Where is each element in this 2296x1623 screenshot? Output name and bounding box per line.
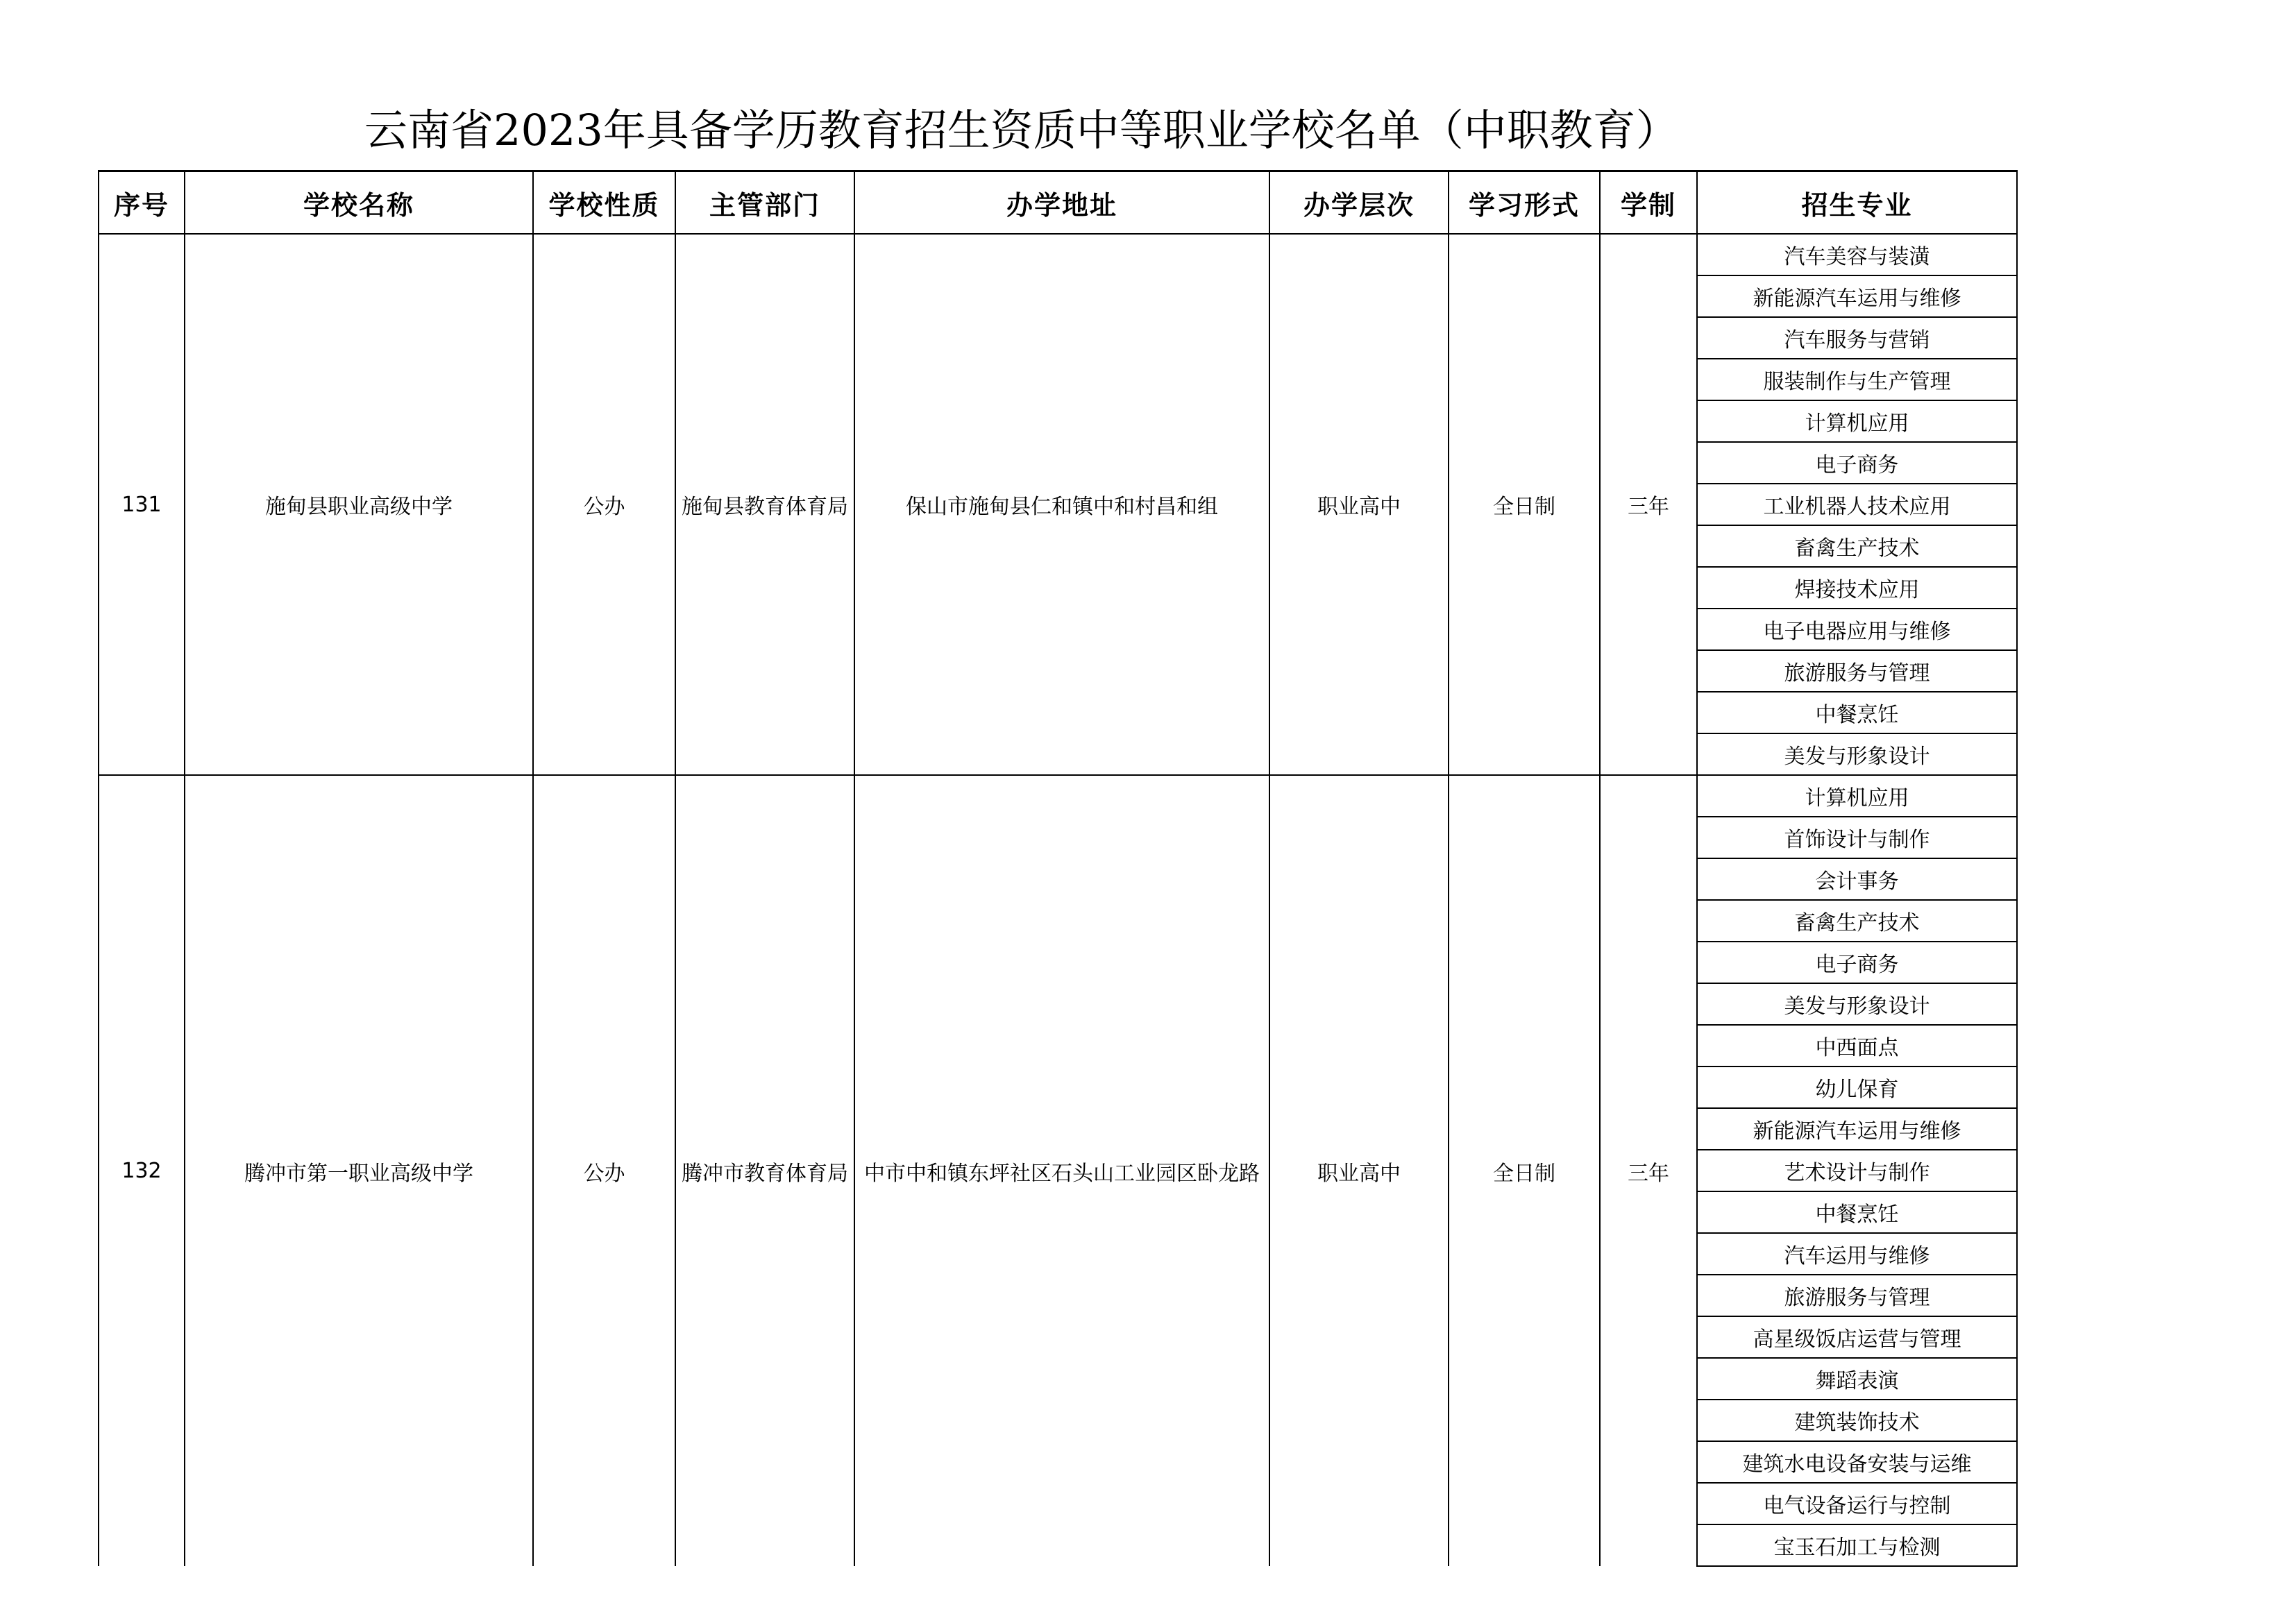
- table-header-row: [99, 171, 2017, 235]
- cell-major: 计算机应用: [1697, 775, 2017, 817]
- cell-major: 首饰设计与制作: [1697, 817, 2017, 858]
- cell-major: 电子商务: [1697, 942, 2017, 983]
- cell-major: 新能源汽车运用与维修: [1697, 1108, 2017, 1150]
- cell-major: 美发与形象设计: [1697, 733, 2017, 775]
- header-study-mode: 学习形式: [1449, 171, 1600, 235]
- cell-major: 幼儿保育: [1697, 1067, 2017, 1108]
- cell-major: 汽车运用与维修: [1697, 1233, 2017, 1275]
- cell-duration: 三年: [1600, 234, 1697, 775]
- cell-major: 计算机应用: [1697, 400, 2017, 442]
- cell-major: 汽车美容与装潢: [1697, 234, 2017, 275]
- document-title: 云南省2023年具备学历教育招生资质中等职业学校名单（中职教育）: [364, 105, 1679, 155]
- cell-major: 中西面点: [1697, 1025, 2017, 1067]
- cell-address: 中市中和镇东坪社区石头山工业园区卧龙路: [854, 775, 1269, 1566]
- school-list-sheet: [98, 170, 2018, 1579]
- cell-school-type: 公办: [533, 234, 675, 775]
- cell-major: 美发与形象设计: [1697, 983, 2017, 1025]
- cell-major: 工业机器人技术应用: [1697, 484, 2017, 525]
- cell-authority: 腾冲市教育体育局: [675, 775, 854, 1566]
- cell-study-mode: 全日制: [1449, 775, 1600, 1566]
- cell-major: 中餐烹饪: [1697, 1191, 2017, 1233]
- cell-authority: 施甸县教育体育局: [675, 234, 854, 775]
- cell-major: 高星级饭店运营与管理: [1697, 1316, 2017, 1358]
- header-address: 办学地址: [854, 171, 1269, 235]
- header-duration: 学制: [1600, 171, 1697, 235]
- cell-major: 宝玉石加工与检测: [1697, 1524, 2017, 1566]
- cell-address: 保山市施甸县仁和镇中和村昌和组: [854, 234, 1269, 775]
- cell-level: 职业高中: [1269, 234, 1449, 775]
- header-level: 办学层次: [1269, 171, 1449, 235]
- table-row: [99, 775, 2017, 817]
- header-school-name: 学校名称: [185, 171, 533, 235]
- cell-major: 电气设备运行与控制: [1697, 1483, 2017, 1524]
- school-list-table: [98, 170, 2018, 1567]
- cell-major: 电子商务: [1697, 442, 2017, 484]
- cell-major: 建筑装饰技术: [1697, 1400, 2017, 1441]
- cell-major: 建筑水电设备安装与运维: [1697, 1441, 2017, 1483]
- header-majors: 招生专业: [1697, 171, 2017, 235]
- cell-seq: 131: [99, 234, 185, 775]
- cell-major: 艺术设计与制作: [1697, 1150, 2017, 1191]
- cell-major: 服装制作与生产管理: [1697, 359, 2017, 400]
- cell-level: 职业高中: [1269, 775, 1449, 1566]
- cell-major: 会计事务: [1697, 858, 2017, 900]
- header-authority: 主管部门: [675, 171, 854, 235]
- cell-study-mode: 全日制: [1449, 234, 1600, 775]
- cell-major: 旅游服务与管理: [1697, 1275, 2017, 1316]
- cell-school-type: 公办: [533, 775, 675, 1566]
- cell-major: 旅游服务与管理: [1697, 650, 2017, 692]
- cell-major: 新能源汽车运用与维修: [1697, 275, 2017, 317]
- cell-major: 中餐烹饪: [1697, 692, 2017, 733]
- cell-major: 焊接技术应用: [1697, 567, 2017, 609]
- cell-duration: 三年: [1600, 775, 1697, 1566]
- cell-school-name: 腾冲市第一职业高级中学: [185, 775, 533, 1566]
- header-seq: 序号: [99, 171, 185, 235]
- header-school-type: 学校性质: [533, 171, 675, 235]
- cell-major: 舞蹈表演: [1697, 1358, 2017, 1400]
- cell-major: 畜禽生产技术: [1697, 525, 2017, 567]
- cell-major: 电子电器应用与维修: [1697, 609, 2017, 650]
- cell-major: 汽车服务与营销: [1697, 317, 2017, 359]
- cell-school-name: 施甸县职业高级中学: [185, 234, 533, 775]
- cell-seq: 132: [99, 775, 185, 1566]
- cell-major: 畜禽生产技术: [1697, 900, 2017, 942]
- table-row: [99, 234, 2017, 275]
